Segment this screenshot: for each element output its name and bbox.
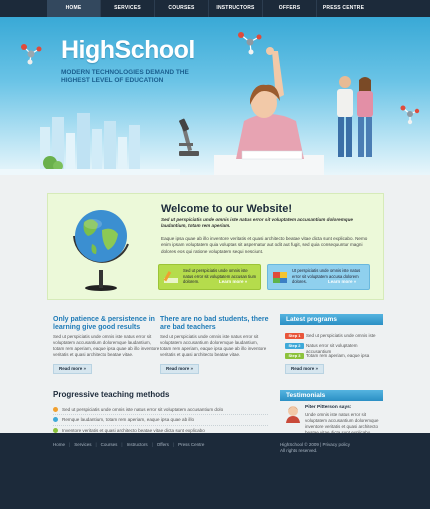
promo-learn-more-link[interactable]: Learn more » — [219, 279, 248, 284]
promo-text: Sed ut perspiciatis unde omnis iste natus error sit voluptatem accusan tium dolorem. — [183, 268, 257, 284]
testimonial-author: Piter Pitterson says: — [305, 405, 352, 410]
footer — [0, 433, 430, 509]
bullet-icon — [53, 417, 58, 422]
footer-link-courses[interactable]: Courses — [100, 442, 118, 447]
copyright-text: HighSchool © 2009 | Privacy policy — [280, 442, 351, 447]
footer-link-offers[interactable]: Offers — [156, 442, 169, 447]
header-banner — [0, 17, 430, 175]
city-skyline-illustration — [0, 105, 180, 175]
footer-link-home[interactable]: Home — [53, 442, 66, 447]
testimonials-header: Testimonials — [280, 390, 383, 401]
footer-separator: | — [151, 442, 153, 447]
footer-link-press-centre[interactable]: Press Centre — [178, 442, 205, 447]
step-badge: Step 2 — [285, 343, 304, 349]
molecule-icon — [398, 102, 422, 126]
puzzle-icon — [272, 270, 288, 284]
footer-copyright — [280, 442, 350, 454]
nav-item-home[interactable]: HOME — [47, 0, 100, 17]
list-item[interactable]: Sed ut perspiciatis unde omnis iste natus error sit voluptatem accusantium dolo — [53, 405, 268, 415]
promo-box-blue[interactable] — [267, 264, 370, 290]
footer-separator: | — [95, 442, 97, 447]
read-more-button[interactable]: Read more » — [160, 364, 199, 374]
nav-item-offers[interactable]: OFFERS — [278, 5, 301, 11]
nav-item-instructors[interactable]: INSTRUCTORS — [216, 5, 255, 11]
user-avatar-icon — [285, 405, 301, 423]
nav-item-press-centre[interactable]: PRESS CENTRE — [322, 5, 365, 11]
step-text[interactable]: Sed ut perspiciatis unde omnis iste — [306, 333, 376, 338]
list-item[interactable]: Remque laudantium, totam rem aperiam, eaque ipsa quae ab illo — [53, 415, 268, 425]
footer-link-services[interactable]: Services — [74, 442, 92, 447]
footer-link-instructors[interactable]: Instructors — [126, 442, 148, 447]
column-title-teachers: There are no bad students, there are bad teachers — [160, 316, 269, 331]
site-logo[interactable]: HighSchool — [61, 36, 195, 64]
step-text[interactable]: Natus error sit voluptatem accusantium — [306, 343, 358, 354]
read-more-button[interactable]: Read more » — [285, 364, 324, 374]
footer-links — [53, 442, 204, 447]
promo-box-green[interactable] — [158, 264, 261, 290]
molecule-icon — [235, 27, 265, 57]
footer-separator: | — [121, 442, 123, 447]
molecule-icon — [18, 41, 44, 67]
microscope-illustration — [175, 117, 201, 157]
bullet-icon — [53, 428, 58, 433]
bullet-icon — [53, 407, 58, 412]
column-title-patience: Only patience & persistence in learning give good results — [53, 316, 155, 331]
column-text-patience: Sed ut perspiciatis unde omnis iste natus error sit voluptatem accusantium doloremque laudantium, totam rem aperiam, eaque ipsa quae ab illo inventore veritatis et quasi architecto beatae vitae. — [53, 334, 160, 357]
nav-item-courses[interactable]: COURSES — [168, 5, 195, 11]
step-text[interactable]: Totam rem aperiam, eaque ipsa — [306, 353, 370, 358]
nav-item-services[interactable]: SERVICES — [114, 5, 141, 11]
promo-text: Ut perspiciatis unde omnis iste natus error sit voluptatem accusa dolorem dolores. — [292, 268, 361, 284]
globe-illustration — [66, 200, 136, 292]
welcome-intro-text: Sed ut perspiciatis unde omnis iste natus error sit voluptatem accusantium doloremque laudantium, totam rem aperiam. — [161, 217, 353, 229]
top-navigation — [0, 0, 430, 17]
welcome-title: Welcome to our Website! — [161, 203, 293, 215]
footer-separator: | — [69, 442, 71, 447]
list-item[interactable]: Inventore veritatis et quasi architecto beatae vitae dicta sunt explicabo — [53, 426, 268, 436]
latest-programs-header: Latest programs — [280, 314, 383, 325]
step-badge: Step 3 — [285, 353, 304, 359]
nav-items — [47, 0, 370, 17]
promo-learn-more-link[interactable]: Learn more » — [328, 279, 357, 284]
step-badge: Step 1 — [285, 333, 304, 339]
testimonial-text: Unde omnis iste natus error sit voluptatem accusantium doloremque inventore veritatis et quasi architecto — [305, 412, 379, 429]
site-tagline: MODERN TECHNOLOGIES DEMAND THE HIGHEST LEVEL OF EDUCATION — [61, 69, 189, 84]
students-photo — [325, 72, 385, 162]
student-girl-photo — [214, 47, 324, 175]
methods-title: Progressive teaching methods — [53, 390, 170, 399]
rights-text: All rights reserved. — [280, 448, 318, 453]
footer-separator: | — [172, 442, 175, 447]
column-text-teachers: Sed ut perspiciatis unde omnis iste natus error sit voluptatem accusantium doloremque laudantium, totam rem aperiam, eaque ipsa quae ab illo inventore veritatis et quasi architecto beatae vitae. — [160, 334, 267, 357]
pencil-icon — [163, 270, 179, 284]
read-more-button[interactable]: Read more » — [53, 364, 92, 374]
welcome-body-text: Eaque ipsa quae ab illo inventore veritatis et quasi architecto beatae vitae dicta sunt explicabo. Nemo enim ipsam voluptatem quia voluptas sit aspernatur aut odit aut fugit, sed quia consequuntur magni dolores eos qui ratione voluptatem sequi nesciunt. — [161, 236, 368, 254]
